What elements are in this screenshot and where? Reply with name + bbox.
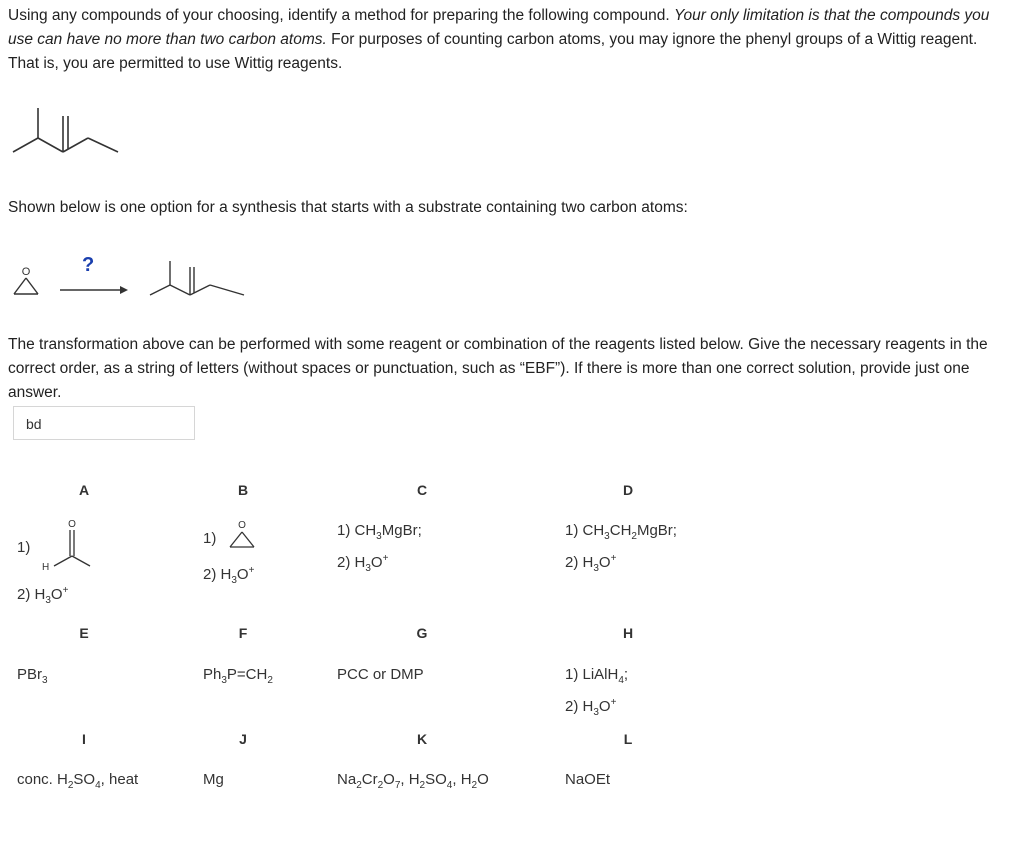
reagent-d-line2-sub: 3 [593, 563, 599, 574]
reagent-a-step1: 1) [17, 539, 31, 556]
reagent-h-line2-o: O [598, 698, 611, 715]
question-limitation: Your only limitation is that the compounds you use can have no more than two carbon atoms. [8, 7, 990, 48]
question-intro [8, 4, 1008, 76]
product-molecule-structure [148, 255, 258, 305]
reagent-l: NaOEt [565, 771, 611, 788]
reagent-h-line2 [565, 692, 628, 724]
reagent-i-post: , heat [100, 771, 139, 788]
reagent-i [17, 769, 138, 797]
reagent-k-s5: 4 [446, 780, 453, 791]
reagent-h-line2-text: 2) H [565, 698, 594, 715]
reagent-letter-j: J [239, 731, 247, 747]
reagent-a-step2-sub: 3 [45, 595, 51, 606]
reagent-k-s6: 2 [471, 780, 478, 791]
reagent-d-line2-o: O [598, 554, 611, 571]
reagent-a-step2 [17, 580, 68, 612]
reagent-b-step2 [203, 560, 254, 592]
reagent-k-t5: SO [425, 771, 447, 788]
reagent-b-step2-o: O [236, 566, 249, 583]
reagent-k-s2: 2 [377, 780, 384, 791]
instructions: The transformation above can be performed with some reagent or combination of the reagents listed below. Give the necessary reagents in the correct order, as a string of letters (without spaces or punctuation, such as “EBF”). If there is more than one correct solution, provide just one answer. [8, 336, 988, 401]
reagent-a-step2-text: 2) H [17, 586, 46, 603]
reagent-d-line1-mid: CH [609, 522, 632, 539]
reagent-letter-f: F [238, 625, 248, 641]
reagent-k-t1: Na [337, 771, 357, 788]
synthesis-intro: Shown below is one option for a synthesis that starts with a substrate containing two carbon atoms: [8, 199, 688, 216]
reagent-k [337, 769, 489, 797]
reagent-k-t3: O [383, 771, 395, 788]
reagent-b-step2-text: 2) H [203, 566, 232, 583]
svg-text:O: O [238, 520, 246, 531]
reagent-c-line1 [337, 520, 422, 548]
reagent-e-text: PBr [17, 666, 43, 683]
reagent-k-s1: 2 [356, 780, 362, 791]
reagent-e [17, 664, 48, 692]
reagent-c-line2-text: 2) H [337, 554, 366, 571]
reagent-letter-i: I [82, 731, 86, 747]
reagent-h-line1 [565, 664, 628, 692]
reagent-c-line2-o: O [370, 554, 383, 571]
reagent-h-line1-sub: 4 [618, 675, 624, 686]
reagent-b-step2-sub: 3 [231, 575, 237, 586]
reagent-h-line2-sub: 3 [593, 707, 599, 718]
reagent-i-text: conc. H [17, 771, 68, 788]
reagent-f-sub1: 3 [221, 675, 227, 686]
reagent-letter-h: H [622, 625, 634, 641]
reagent-i-sub2: 4 [95, 780, 101, 791]
reagent-letter-l: L [623, 731, 633, 747]
reagent-a-step2-o: O [50, 586, 63, 603]
reagent-k-t4: , H [400, 771, 420, 788]
reagent-h [565, 664, 628, 724]
ethylene-oxide-structure [226, 517, 262, 553]
reagent-b-step2-sup: + [248, 565, 255, 576]
reaction-arrow-label: ? [82, 254, 95, 276]
reagent-f-sub2: 2 [267, 675, 273, 686]
reagent-letter-a: A [78, 482, 90, 498]
reagent-h-line2-sup: + [610, 697, 617, 708]
reagent-d-line1 [565, 520, 677, 548]
reagent-letter-d: D [622, 482, 634, 498]
reagent-letter-g: G [416, 625, 428, 641]
reagent-c-line1-post: MgBr; [381, 522, 422, 539]
reagent-d-line1-post: MgBr; [636, 522, 677, 539]
answer-input[interactable]: bd [13, 406, 195, 440]
reagent-i-mid: SO [73, 771, 96, 788]
reaction-arrow [60, 284, 130, 296]
reagent-c-line2 [337, 548, 422, 580]
reagent-d-line2-sup: + [610, 553, 617, 564]
question-intro-text-2: For purposes of counting carbon atoms, you may ignore the phenyl groups of a Wittig reagent. That is, you are permitted to use Wittig reagents. [8, 31, 978, 72]
reagent-k-t7: O [477, 771, 489, 788]
reagent-letter-c: C [416, 482, 428, 498]
reagent-c-line1-text: 1) CH [337, 522, 377, 539]
reagent-d-line1-sub1: 3 [604, 531, 610, 542]
reagent-h-line1-post: ; [623, 666, 629, 683]
reagent-c-line2-sup: + [382, 553, 389, 564]
reagent-letter-e: E [79, 625, 89, 641]
reagent-d-line2 [565, 548, 677, 580]
reagent-a-step2-sup: + [62, 585, 69, 596]
reagent-c-line2-sub: 3 [365, 563, 371, 574]
question-intro-text: Using any compounds of your choosing, identify a method for preparing the following compound. [8, 7, 675, 24]
reagent-i-sub1: 2 [67, 780, 74, 791]
reagent-f [203, 664, 273, 692]
reagent-c [337, 520, 422, 580]
reagent-e-sub: 3 [42, 675, 48, 686]
reagent-f-mid: P=CH [226, 666, 268, 683]
reagent-d-line1-text: 1) CH [565, 522, 605, 539]
reagent-letter-k: K [416, 731, 428, 747]
reagent-a-h-label: H [42, 562, 50, 573]
reagent-k-s3: 7 [394, 780, 401, 791]
reagent-c-line1-sub: 3 [376, 531, 382, 542]
reagent-g: PCC or DMP [337, 666, 424, 683]
reagent-d [565, 520, 677, 580]
reagent-k-s4: 2 [419, 780, 426, 791]
reagent-d-line1-sub2: 2 [631, 531, 637, 542]
epoxide-substrate-structure [10, 262, 50, 302]
svg-text:O: O [68, 519, 76, 530]
reagent-letter-b: B [237, 482, 249, 498]
reagent-f-text: Ph [203, 666, 222, 683]
reagent-h-line1-text: 1) LiAlH [565, 666, 619, 683]
reagent-d-line2-text: 2) H [565, 554, 594, 571]
reagent-b-step1: 1) [203, 530, 217, 547]
reagent-k-t6: , H [452, 771, 472, 788]
svg-text:O: O [21, 266, 31, 278]
target-molecule-structure [8, 100, 138, 170]
reagent-k-t2: Cr [361, 771, 378, 788]
reagent-j: Mg [203, 771, 224, 788]
